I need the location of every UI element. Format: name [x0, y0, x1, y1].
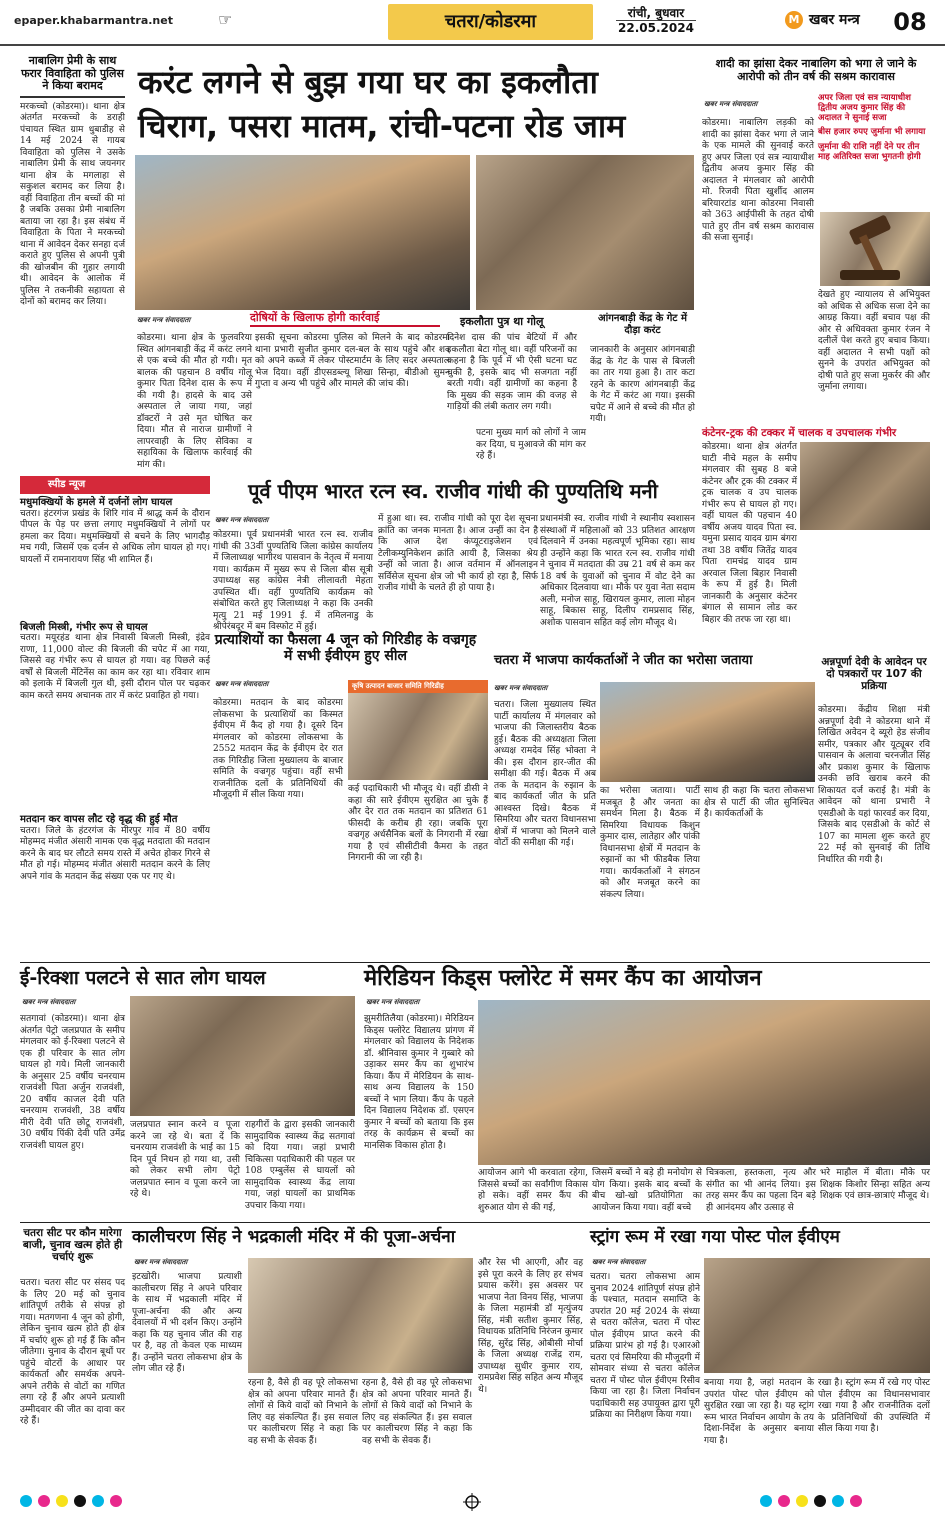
bjp-photo [600, 682, 815, 782]
left-story-minor [20, 55, 125, 485]
truck-body: कोडरमा। थाना क्षेत्र अंतर्गत घाटी नीचे महल के समीप मंगलवार की सुबह 8 बजे कंटेनर और ट्रक की टक्कर में ट्रक चालक व उप चालक गंभीर रूप से घायल हो गए। वहीं घायल की पहचान 40 वर्षीय अजय यादव पिता स्व. यमुना प्रसाद यादव ग्राम बंगरा तथा 38 वर्षीय जितेंद्र यादव पिता रामचंद्र यादव ग्राम अरवाल जिला बिहार निवासी के रूप में हुई है। मिली जानकारी के अनुसार कंटेनर बंगाल से सामान लोड कर बिहार की तरफ जा रहा था। [702, 442, 797, 625]
bullet-item: अपर जिला एवं सत्र न्यायाधीश द्वितीय अजय कुमार सिंह की अदालत ने सुनाई सजा [818, 93, 911, 123]
right-story-byline: खबर मन्त्र संवाददाता [704, 100, 758, 108]
bjp-body-1: चतरा। जिला मुख्यालय स्थित पार्टी कार्यालय में मंगलवार को भाजपा की जिलास्तरीय बैठक हुई। बैठक की अध्यक्षता जिला अध्यक्ष रामदेव सिंह भोक्ता ने की। इस दौरान हार-जीत की समीक्षा की गई। बैठक में अब तक के मतदान के रुझान के बाद कार्यकर्ता जीत के प्रति आश्वस्त दिखे। बैठक में सिमरिया और चतरा विधानसभा क्षेत्रों में भाजपा को मिलने वाले वोटों की समीक्षा की गई। [494, 700, 596, 848]
right-story-body-2: देखते हुए न्यायालय से अभियुक्त को अधिक से अधिक सजा देने का आग्रह किया। वहीं बचाव पक्ष की ओर से अधिवक्ता कुमार रंजन ने दलीलें पेश करते हुए बचाव किया। वहीं अदालत ने सभी पक्षों को सुनने के उपरांत अभियुक्त को दोषी पाते हुए सजा मुकर्रर की और जुर्माना लगाया। [818, 290, 930, 392]
lead-headline-line1: करंट लगने से बुझ गया घर का इकलौता [138, 63, 598, 101]
lead-photo-crowd [135, 155, 470, 310]
truck-headline: कंटेनर-ट्रक की टक्कर में चालक व उपचालक गंभीर [702, 427, 897, 439]
brand-logo-icon: M [785, 11, 803, 29]
speed-news-body-1: चतरा। हंटरगंज प्रखंड के शिरि गांव में श्राद्ध कर्म के दौरान पीपल के पेड़ पर छत्ता लगाए मधुमक्खियों ने लोगों पर हमला कर दिया। मधुमक्खियों से बचने के लिए भागदौड़ मच गयी, जिसमें एक दर्जन से अधिक लोग घायल हो गए। घायलों में रामनारायण सिंह भी शामिल हैं। [20, 508, 210, 565]
registration-marks-right [760, 1495, 862, 1509]
lead-byline: खबर मन्त्र संवाददाता [137, 316, 191, 324]
lead-headline [138, 60, 693, 152]
erickshaw-headline: ई-रिक्शा पलटने से सात लोग घायल [20, 967, 266, 989]
cursor-hand-icon: ☞ [218, 10, 233, 29]
bjp-body-2: का भरोसा जताया। पार्टी मजबूत है और जनता का समर्थन मिला है। बैठक में सिमरिया विधायक किशुन कुमार दास, लातेहार और पांकी विधानसभा क्षेत्रों में मतदान के रुझानों का भी फीडबैक लिया गया। कार्यकर्ताओं ने संगठन को और मजबूत करने का संकल्प लिया। [600, 786, 700, 900]
evm-byline: खबर मन्त्र संवाददाता [215, 680, 269, 688]
gavel-icon [820, 212, 930, 286]
strongroom-body-3: रखा है। स्ट्रांग रूम में रखे गए पोस्ट पोल ईवीएम का विधानसभावार रखा गया है और राजनीतिक दलों के प्रतिनिधियों की उपस्थिति में सील किया गया है। [818, 1378, 930, 1434]
kalicharan-body-2: रहना है, वैसे ही वह पूरे लोकसभा क्षेत्र को अपना परिवार मानते हैं। लोगों से किये वादों को निभाने के लिए वह संकल्पित हैं। इस सवाल पर कालीचरण सिंह ने कहा कि वह सभी के सेवक हैं। [248, 1378, 358, 1446]
lead-body-4: पटना मुख्य मार्ग को लोगों ने जाम कर दिया, घ मुआवजे की मांग कर रहे हैं। [476, 428, 586, 461]
evm-photo [348, 680, 488, 780]
registration-dot [832, 1495, 844, 1507]
kalicharan-photo [248, 1258, 473, 1373]
chatra-seat-body: चतरा। चतरा सीट पर संसद पद के लिए 20 मई को चुनाव शांतिपूर्ण तरीके से संपन्न हो गया। मतगणना 4 जून को होगी, लेकिन चुनाव खत्म होते ही क्षेत्र में चर्चाएं शुरू हो गई हैं कि कौन जीतेगा। चुनाव के दौरान बूथों पर पहुंचे वोटरों के आधार पर कार्यकर्ता और समर्थक अपने-अपने तरीके से वोटों का गणित लगा रहे हैं और अपने प्रत्याशी उम्मीदवार की जीत का दावा कर रहे हैं। [20, 1278, 125, 1426]
strongroom-body-1: चतरा। चतरा लोकसभा आम चुनाव 2024 शांतिपूर्ण संपन्न होने के पश्चात, मतदान समाप्ति के उपरांत 20 मई 2024 के संध्या से चतरा कॉलेज, चतरा में पोस्ट पोल ईवीएम प्राप्त करने की प्रक्रिया प्रारंभ हो गई है। एआरओ चतरा एवं सिमरिया की मौजूदगी में सोमवार संध्या से चतरा कॉलेज चतरा में पोस्ट पोल ईवीएम रिसीव किया जा रहा है। जिला निर्वाचन पदाधिकारी सह उपायुक्त द्वारा पूरी प्रक्रिया का निरीक्षण किया गया। [590, 1272, 700, 1420]
meridian-body-3: जिसमें बच्चों ने बड़े ही मनोयोग से योग किया। इसके बाद बच्चों के बीच खो-खो प्रतियोगिता का आयोजन किया गया। वहीं बच्चे [592, 1168, 702, 1213]
registration-dot [850, 1495, 862, 1507]
speed-news-body-2: चतरा। मयूरहंड थाना क्षेत्र निवासी बिजली मिस्त्री, इंद्रेव राणा, 11,000 वोल्ट की बिजली की चपेट में आ गया, जिससे वह गंभीर रूप से घायल हो गया। वह पिछले कई वर्षों से बिजली मेंटिनेंस का काम कर रहा था। रविवार शाम को इलाके में बिजली गुल थी, इसी दौरान पोल पर चढ़कर काम करते समय अचानक तार में करंट प्रवाहित हो गया। [20, 633, 210, 701]
erickshaw-byline: खबर मन्त्र संवाददाता [22, 998, 76, 1006]
kalicharan-body-2b: रहना है, वैसे ही वह पूरे लोकसभा क्षेत्र को अपना परिवार मानते हैं। लोगों से किये वादों को निभाने के लिए वह संकल्पित हैं। इस सवाल पर कालीचरण सिंह ने कहा कि वह सभी के सेवक हैं। [362, 1378, 472, 1446]
lead-sub2: इकलौता पुत्र था गोलू [460, 315, 544, 328]
kalicharan-body-3: और रेस भी आएगी, और वह इसे पूरा करने के लिए हर संभव प्रयास करेंगे। इस अवसर पर भाजपा नेता विनय सिंह, भाजपा के जिला महामंत्री डॉ मृत्युंजय सिंह, मंत्री सतीश कुमार सिंह, विधायक प्रतिनिधि निरंजन कुमार सिंह, सुरेंद्र सिंह, ओबीसी मोर्चा के जिला अध्यक्ष राजेंद्र राम, उपाध्यक्ष सुधीर कुमार राय, रामप्रवेश सिंह सहित अन्य मौजूद थे। [478, 1258, 583, 1395]
erickshaw-body-3: राहगीरों के द्वारा इसकी जानकारी सामुदायिक स्वास्थ्य केंद्र सतगावां को दिया गया। जहां प्रभारी चिकित्सा पदाधिकारी की पहल पर 108 एम्बुलेंस से घायलों को सामुदायिक स्वास्थ्य केंद्र लाया गया, जहां घायलों का प्राथमिक उपचार किया गया। [245, 1120, 355, 1211]
page-header [0, 0, 945, 46]
site-url[interactable]: epaper.khabarmantra.net [14, 14, 173, 27]
annapurna-body: कोडरमा। केंद्रीय शिक्षा मंत्री अन्नपूर्णा देवी ने कोडरमा थाने में लिखित अवेदन दे ब्यूरो हेड संजीव समीर, पत्रकार और यूट्यूबर रवि पासवान के अलावा चरनजीत सिंह और प्रकाश कुमार के खिलाफ उनकी छवि खराब करने की शिकायत दर्ज कराई है। मंत्री के आवेदन को थाना प्रभारी ने एसडीओ के यहां फारवर्ड कर दिया, जिसके बाद एसडीओ के कोर्ट से 107 का मामला शुरू करते हुए 22 मई को सुनवाई की तिथि निर्धारित की गयी है। [818, 705, 930, 865]
dateline [616, 6, 696, 35]
rajiv-body-2: में हुआ था। स्व. राजीव गांधी को पूरा देश सूचना क्रांति का जनक मानता है। आज उन्हीं का देन है कि आज देश कंप्यूटराइजेशन एवं टेलीकम्युनिकेशन क्रांति आयी है, जिसका श्रेय उन्हीं को जाता है। आज वर्तमान में ऑनलाइन सर्विसेज सूचना क्षेत्र जो भी कार्य हो रहा है, सिर्फ राजीव गांधी के चलते ही हो पाया है। [378, 514, 538, 593]
bullet-item: बीस हजार रुपए जुर्माना भी लगाया [818, 127, 926, 138]
strongroom-headline: स्ट्रांग रूम में रखा गया पोस्ट पोल ईवीएम [590, 1227, 840, 1247]
meridian-body-4: चित्रकला, हस्तकला, नृत्य और संगीत का भी आनंद लिया। इस तरह समर कैंप का पहला दिन बड़े ही आनंदमय और उत्साह से [706, 1168, 816, 1213]
bjp-body-3: साथ ही कहा कि चतरा लोकसभा क्षेत्र से पार्टी की जीत सुनिश्चित है। कार्यकर्ताओं के [704, 786, 814, 819]
bjp-byline: खबर मन्त्र संवाददाता [494, 684, 548, 692]
lead-sub1: दोषियों के खिलाफ होगी कार्रवाई [250, 312, 440, 327]
right-story-headline: शादी का झांसा देकर नाबालिग को भगा ले जाने के आरोपी को तीन वर्ष की सश्रम कारावास [715, 57, 917, 83]
meridian-photo [478, 1000, 930, 1165]
registration-dot [796, 1495, 808, 1507]
anganwadi-headline: आंगनबाड़ी केंद्र के गेट में दौड़ा करंट [598, 313, 687, 336]
strongroom-body-2: बनाया गया है, जहां मतदान के उपरांत पोस्ट पोल ईवीएम को सुरक्षित रखा जा रहा है। यह स्ट्रांग रूम भारत निर्वाचन आयोग के तय दिशा-निर्देश के अनुसार बनाया गया है। [704, 1378, 814, 1446]
section-title: चतरा/कोडरमा [388, 4, 593, 40]
lead-headline-line2: चिराग, पसरा मातम, रांची-पटना रोड जाम [138, 107, 626, 145]
bjp-headline: चतरा में भाजपा कार्यकर्ताओं ने जीत का भरोसा जताया [494, 653, 753, 668]
registration-dot [20, 1495, 32, 1507]
strongroom-byline: खबर मन्त्र संवाददाता [592, 1258, 646, 1266]
section-divider [20, 962, 930, 963]
evm-headline: प्रत्याशियों का फैसला 4 जून को गिरिडीह के वज्रगृह में सभी ईवीएम हुए सील [214, 632, 477, 665]
brand-name: खबर मन्त्र [809, 12, 860, 28]
kalicharan-byline: खबर मन्त्र संवाददाता [134, 1258, 188, 1266]
evm-body-2: कई पदाधिकारी भी मौजूद थे। वहीं डीसी ने कहा की सारे ईवीएम सुरक्षित आ चुके हैं और देर रात तक मतदान का प्रतिशत 61 फीसदी के करीब ही रहा। जबकि पूरा वज्रगृह अर्धसैनिक बलों के निगरानी में रखा गया है एवं सीसीटीवी कैमरा के तहत निगरानी की जा रही है। [348, 784, 488, 863]
issue-date: 22.05.2024 [616, 20, 696, 35]
registration-dot [56, 1495, 68, 1507]
speed-news-title-2: बिजली मिस्त्री, गंभीर रूप से घायल [20, 621, 148, 633]
bullet-item: जुर्माना की राशि नहीं देने पर तीन माह अतिरिक्त सजा भुगतनी होगी [818, 142, 921, 162]
meridian-byline: खबर मन्त्र संवाददाता [366, 998, 420, 1006]
rajiv-headline: पूर्व पीएम भारत रत्न स्व. राजीव गांधी की पुण्यतिथि मनी [248, 479, 658, 503]
erickshaw-body-2: जलप्रपात स्नान करने व पूजा करने जा रहे थे। बता दें कि चनरयाम राजवंशी के भाई का 15 दिन पूर्व निधन हो गया था, उसी को लेकर सभी लोग पेट्रो जलप्रपात स्नान व पूजा करने जा रहे थे। [130, 1120, 240, 1199]
rajiv-body-1: कोडरमा। पूर्व प्रधानमंत्री भारत रत्न स्व. राजीव गांधी की 33वीं पुण्यतिथि जिला कांग्रेस कार्यालय में जिलाध्यक्ष भागीरथ पासवान के नेतृत्व में मनाया गया। कार्यक्रम में मुख्य रूप से जिला बीस सूत्री उपाध्यक्ष सह कांग्रेस नेत्री लीलावती मेहता उपस्थित थीं। वहीं पुण्यतिथि कार्यक्रम को संबोधित करते हुए जिलाध्यक्ष ने कहा कि उनकी मृत्यु 21 मई 1991 ई. में तमिलनाडु के श्रीपेरंबदूर में बम विस्फोट में हुई। [213, 530, 373, 632]
speed-news-title-3: मतदान कर वापस लौट रहे वृद्ध की हुई मौत [20, 814, 178, 825]
annapurna-headline: अन्नपूर्णा देवी के आवेदन पर दो पत्रकारों पर 107 की प्रक्रिया [821, 656, 927, 693]
erickshaw-body-1: सतगावां (कोडरमा)। थाना क्षेत्र अंतर्गत पेट्रो जलप्रपात के समीप मंगलवार को ई-रिक्शा पलटने से एक ही परिवार के सात लोग घायल हो गये। मिली जानकारी के अनुसार 25 वर्षीय चनरयाम राजवंशी पिता अर्जुन राजवंशी, 20 वर्षीय काजल देवी पति चनरयाम राजवंशी, 38 वर्षीय मीरी देवी पति छोटू राजवंशी, 30 वर्षीय पिंकी देवी पति उमेंद्र राजवंशी घायल हुए। [20, 1014, 125, 1151]
chatra-seat-headline: चतरा सीट पर कौन मारेगा बाजी, चुनाव खत्म होते ही चर्चाएं शुरू [22, 1227, 123, 1264]
evm-body-1: कोडरमा। मतदान के बाद कोडरमा लोकसभा के प्रत्याशियों का किस्मत ईवीएम में कैद हो गया है। दूसरे दिन मंगलवार को कोडरमा लोकसभा के 2552 मतदान केंद्र के ईवीएम देर रात तक गिरिडीह जिला मुख्यालय के बाजार समिति के वज्रगृह पहुंचा। वहीं सभी राजनीतिक दलों के प्रतिनिधियों की मौजूदगी में सील किया गया। [213, 698, 343, 800]
speed-news-banner: स्पीड न्यूज [20, 476, 210, 494]
registration-dot [778, 1495, 790, 1507]
lead-body-1: कोडरमा। थाना क्षेत्र के फुलवरिया स्थित आंगनबाड़ी केंद्र में करंट लगने से एक बच्चे की मौत हो गयी। मृत बालक की पहचान 8 वर्षीय गोलू कुमार पिता दिनेश दास के रूप में की गयी है। हादसे के बाद उसे अस्पताल ले जाया गया, जहां डॉक्टरों ने उसे मृत घोषित कर दिया। मौत से नाराज ग्रामीणों ने लापरवाही के लिए सेविका व सहायिका के खिलाफ कार्रवाई की मांग की। [137, 333, 252, 470]
registration-dot [110, 1495, 122, 1507]
section-divider [20, 1222, 930, 1223]
kalicharan-body-1: इटखोरी। भाजपा प्रत्याशी कालीचरण सिंह ने अपने परिवार के साथ में भद्रकाली मंदिर में पूजा-अर्चना की और अन्य देवालयों में भी दर्शन किए। उन्होंने कहा कि यह चुनाव जीत की राह पर है, वह तो केवल एक माध्यम हैं। उन्होंने चतरा लोकसभा क्षेत्र के लोग जीत रहे हैं। [132, 1272, 242, 1374]
lead-body-2: इसकी सूचना कोडरमा पुलिस को मिलने के बाद कोडरमा थाना प्रभारी सुजीत कुमार दल-बल के साथ पहुंचे और शव को अपने कब्जे में लेकर पोस्टमार्टम के लिए सदर अस्पताल भेज दिया। वहीं डीएसडब्ल्यू शिखा सिन्हा, बीडीओ सुमन गुप्ता व अन्य भी पहुंचे और मामले की जांच की। [255, 333, 450, 389]
registration-dot [74, 1495, 86, 1507]
registration-dot [38, 1495, 50, 1507]
lead-body-3: दिनेश दास की पांच बेटियों में और इकलौता बेटा गोलू था। वहीं परिजनों का कहना है कि पूर्व में भी ऐसी घटना घट चुकी है, इसके बाद भी सजगता नहीं बरती गयी। वहीं ग्रामीणों का कहना है कि मुख्य की सड़क जाम की वजह से गाड़ियों की लंबी कतार लग गयी। [447, 333, 577, 412]
meridian-headline: मेरिडियन किड्स फ्लोरेट में समर कैंप का आयोजन [364, 966, 762, 991]
registration-dot [760, 1495, 772, 1507]
left-story-body: मरकच्चो (कोडरमा)। थाना क्षेत्र अंतर्गत मरकच्चो के डराही पंचायत स्थित ग्राम धुबाडीह से 14 मई 2024 से गायब विवाहिता को पुलिस ने उसके नाबालिग प्रेमी के साथ जयनगर थाना क्षेत्र के मगलाहा से सकुशल बरामद कर लिया है। वहीं विवाहिता तीन बच्चों की मां है जबकि उसका प्रेमी नाबालिग बताया जा रहा है। इस संबंध में विवाहिता के पिता ने मरकच्चो थाना में आवेदन देकर सनहा दर्ज कराते हुए पुलिस से अपनी पुत्री की खोजबीन की गुहार लगायी थी। आवेदन के आलोक में पुलिस ने तकनीकी सहायता से दोनों को बरामद कर लिया। [20, 101, 125, 308]
anganwadi-body: जानकारी के अनुसार आंगनबाड़ी केंद्र के गेट के पास से बिजली का तार गया हुआ है। तार कटा रहने के कारण आंगनबाड़ी केंद्र के गेट में करंट आ गया। इसकी चपेट में आने से बच्चे की मौत हो गयी। [590, 345, 695, 424]
left-story-headline: नाबालिग प्रेमी के साथ फरार विवाहिता को पुलिस ने किया बरामद [20, 55, 125, 98]
evm-photo-sign: कृषि उत्पादन बाजार समिति गिरिडीह [348, 680, 488, 693]
registration-marks-left [20, 1495, 122, 1509]
brand [785, 10, 860, 29]
rajiv-byline: खबर मन्त्र संवाददाता [215, 516, 269, 524]
kalicharan-headline: कालीचरण सिंह ने भद्रकाली मंदिर में की पूजा-अर्चना [132, 1227, 456, 1247]
right-story-body: कोडरमा। नाबालिग लड़की को शादी का झांसा देकर भगा ले जाने के एक मामले की सुनवाई करते हुए अपर जिला एवं सत्र न्यायाधीश द्वितीय अजय कुमार सिंह की अदालत ने मंगलवार को आरोपी मो. रिजवी पिता खुर्शीद आलम बरियारटांड थाना कोडरमा निवासी को 363 आईपीसी के तहत दोषी पाते हुए तीन वर्ष सश्रम कारावास की सजा सुनाई। [702, 118, 814, 243]
crosshair-icon [463, 1493, 481, 1511]
page-number: 08 [893, 8, 927, 36]
registration-dot [814, 1495, 826, 1507]
registration-dot [92, 1495, 104, 1507]
gavel-photo [820, 212, 930, 286]
meridian-body-5: भरे माहौल में बीता। मौके पर शिक्षक किशोर सिन्हा सहित अन्य शिक्षक एवं छात्र-छात्राएं मौजूद थे। [820, 1168, 930, 1201]
meridian-body-2: आयोजन आगे भी करवाता रहेगा, जिससे बच्चों का सर्वांगीण विकास हो सके। वहीं समर कैंप की शुरुआत योग से की गई, [478, 1168, 588, 1213]
speed-news-body-3: चतरा। जिले के हंटरगंज के मीरपुर गांव में 80 वर्षीय मोहम्मद मंजीत अंसारी नामक एक वृद्ध मतदाता की मतदान करने के बाद घर लौटते समय रास्ते में अचेत होकर गिरने से मौत हो गई। मोहम्मद मंजीत अंसारी मतदान करने के लिए अपने गांव के मतदान केंद्र संख्या एक पर गए थे। [20, 825, 210, 882]
erickshaw-photo-injured [130, 996, 355, 1116]
truck-photo [800, 442, 930, 530]
strongroom-photo [704, 1258, 930, 1373]
city-day: रांची, बुधवार [627, 6, 685, 20]
speed-news-title-1: मधुमक्खियों के हमले में दर्जनों लोग घायल [20, 497, 173, 508]
rajiv-body-3: प्रधानमंत्री स्व. राजीव गांधी ने स्थानीय स्वशासन संस्थाओं में महिलाओं को 33 प्रतिशत आरक्षण दिलवाने में उनका महत्वपूर्ण भूमिका रहा। साथ ही उन्होंने कहा कि भारत रत्न स्व. राजीव गांधी ने चुनाव में मतदाता की उम्र 21 वर्ष से कम कर 18 वर्ष के युवाओं को चुनाव में वोट देने का अधिकार दिलवाया था। मौके पर युवा नेता सदाम अली, मनोज साहू, खिरायल कुमार, लाला मोहन साहू, बिकास साहू, दिलीप रामप्रसाद सिंह, अशोक पासवान सहित कई लोग मौजूद थे। [540, 514, 695, 628]
lead-photo-mourning [476, 155, 694, 310]
right-story-bullets [818, 94, 930, 214]
speed-news [20, 497, 210, 947]
meridian-body-1: झुमरीतिलैया (कोडरमा)। मेरिडियन किड्स फ्लोरेट विद्यालय प्रांगण में मंगलवार को विद्यालय के निदेशक डॉ. श्रीनिवास कुमार ने गुब्बारे को उड़ाकर समर कैंप का शुभारंभ किया। कैंप में मेरिडियन के साथ-साथ अन्य विद्यालय के 150 बच्चों ने भाग लिया। कैंप के पहले दिन विद्यालय निदेशक डॉ. एसएन कुमार ने बच्चों को बताया कि इस तरह के कार्यक्रम से बच्चों का मानसिक विकास होता है। [364, 1014, 474, 1151]
